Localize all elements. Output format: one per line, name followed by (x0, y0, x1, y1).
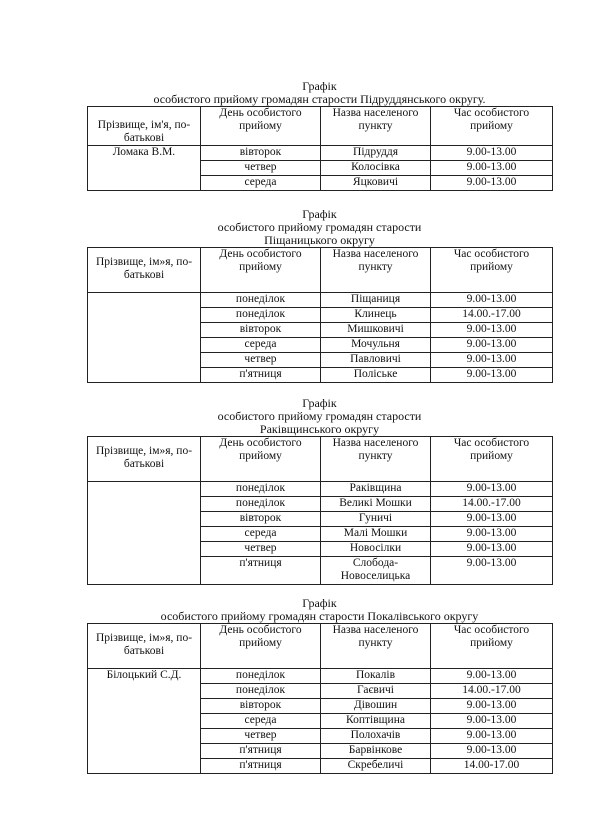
day-cell: понеділок (201, 293, 321, 308)
schedule-table (87, 106, 553, 191)
settlement-cell: Піщаниця (321, 293, 431, 308)
time-cell: 9.00-13.00 (431, 669, 553, 684)
section-district: Піщаницького округу (264, 233, 375, 247)
header-settlement: Назва населеного пункту (321, 107, 431, 146)
day-cell: вівторок (201, 512, 321, 527)
day-cell: вівторок (201, 146, 321, 161)
table-header-row (88, 107, 553, 146)
schedule-table (87, 623, 553, 774)
official-name: Ломака В.М. (88, 146, 201, 191)
official-name (88, 482, 201, 585)
official-name: Білоцький С.Д. (88, 669, 201, 774)
time-cell: 9.00-13.00 (431, 293, 553, 308)
settlement-cell: Дівошин (321, 699, 431, 714)
settlement-cell: Слобода-Новоселицька (321, 557, 431, 585)
time-cell: 9.00-13.00 (431, 176, 553, 191)
header-time: Час особистого прийому (431, 437, 553, 482)
time-cell: 9.00-13.00 (431, 323, 553, 338)
time-cell: 9.00-13.00 (431, 512, 553, 527)
time-cell: 9.00-13.00 (431, 557, 553, 585)
header-settlement: Назва населеного пункту (321, 624, 431, 669)
section-district: Раківщинського округу (259, 422, 380, 436)
day-cell: середа (201, 714, 321, 729)
day-cell: понеділок (201, 497, 321, 512)
section-title: Графік (302, 79, 337, 93)
schedule-section-pishchanytsia (87, 208, 552, 383)
settlement-cell: Новосілки (321, 542, 431, 557)
time-cell: 9.00-13.00 (431, 714, 553, 729)
settlement-cell: Клинець (321, 308, 431, 323)
header-time: Час особистого прийому (431, 107, 553, 146)
time-cell: 14.00.-17.00 (431, 684, 553, 699)
day-cell: п'ятниця (201, 744, 321, 759)
header-settlement: Назва населеного пункту (321, 248, 431, 293)
section-title: Графік (302, 207, 337, 221)
schedule-section-podruddya (87, 80, 552, 191)
day-cell: середа (201, 176, 321, 191)
header-day: День особистого прийому (201, 248, 321, 293)
table-header-row (88, 248, 553, 293)
day-cell: понеділок (201, 308, 321, 323)
settlement-cell: Полохачів (321, 729, 431, 744)
section-subtitle: особистого прийому громадян старости (217, 220, 422, 234)
day-cell: п'ятниця (201, 759, 321, 774)
official-name (88, 293, 201, 383)
table-row (88, 669, 553, 684)
section-subtitle: особистого прийому громадян старости Покалівського округу (160, 609, 479, 623)
settlement-cell: Барвінкове (321, 744, 431, 759)
section-title: Графік (302, 596, 337, 610)
day-cell: середа (201, 338, 321, 353)
settlement-cell: Коптівщина (321, 714, 431, 729)
header-settlement: Назва населеного пункту (321, 437, 431, 482)
table-row (88, 293, 553, 308)
header-name: Прізвище, ім»я, по- батькові (88, 437, 201, 482)
time-cell: 9.00-13.00 (431, 146, 553, 161)
time-cell: 9.00-13.00 (431, 338, 553, 353)
day-cell: середа (201, 527, 321, 542)
settlement-cell: Колосівка (321, 161, 431, 176)
table-row (88, 482, 553, 497)
settlement-cell: Скребеличі (321, 759, 431, 774)
day-cell: понеділок (201, 482, 321, 497)
header-time: Час особистого прийому (431, 248, 553, 293)
table-header-row (88, 437, 553, 482)
day-cell: четвер (201, 729, 321, 744)
time-cell: 14.00.-17.00 (431, 308, 553, 323)
time-cell: 9.00-13.00 (431, 368, 553, 383)
settlement-cell: Покалів (321, 669, 431, 684)
settlement-cell: Мишковичі (321, 323, 431, 338)
settlement-cell: Гуничі (321, 512, 431, 527)
time-cell: 9.00-13.00 (431, 729, 553, 744)
schedule-section-pokaliv (87, 597, 552, 774)
time-cell: 9.00-13.00 (431, 699, 553, 714)
table-row (88, 146, 553, 161)
header-day: День особистого прийому (201, 107, 321, 146)
time-cell: 9.00-13.00 (431, 542, 553, 557)
settlement-cell: Раківщина (321, 482, 431, 497)
time-cell: 9.00-13.00 (431, 744, 553, 759)
header-name: Прізвище, ім»я, по- батькові (88, 248, 201, 293)
section-title: Графік (302, 396, 337, 410)
header-time: Час особистого прийому (431, 624, 553, 669)
time-cell: 9.00-13.00 (431, 527, 553, 542)
settlement-cell: Мочульня (321, 338, 431, 353)
settlement-cell: Малі Мошки (321, 527, 431, 542)
settlement-cell: Яцковичі (321, 176, 431, 191)
settlement-cell: Павловичі (321, 353, 431, 368)
time-cell: 14.00-17.00 (431, 759, 553, 774)
schedule-table (87, 247, 553, 383)
header-day: День особистого прийому (201, 624, 321, 669)
settlement-cell: Гаєвичі (321, 684, 431, 699)
header-name: Прізвище, ім»я, по- батькові (88, 624, 201, 669)
day-cell: вівторок (201, 699, 321, 714)
day-cell: понеділок (201, 669, 321, 684)
time-cell: 9.00-13.00 (431, 353, 553, 368)
day-cell: четвер (201, 161, 321, 176)
schedule-table (87, 436, 553, 585)
day-cell: п'ятниця (201, 557, 321, 585)
time-cell: 9.00-13.00 (431, 482, 553, 497)
day-cell: вівторок (201, 323, 321, 338)
table-header-row (88, 624, 553, 669)
day-cell: п'ятниця (201, 368, 321, 383)
day-cell: четвер (201, 353, 321, 368)
header-day: День особистого прийому (201, 437, 321, 482)
time-cell: 9.00-13.00 (431, 161, 553, 176)
settlement-cell: Великі Мошки (321, 497, 431, 512)
schedule-section-rakivshchyna (87, 397, 552, 585)
settlement-cell: Поліське (321, 368, 431, 383)
day-cell: четвер (201, 542, 321, 557)
header-name: Прізвище, ім'я, по- батькові (88, 107, 201, 146)
time-cell: 14.00.-17.00 (431, 497, 553, 512)
day-cell: понеділок (201, 684, 321, 699)
section-subtitle: особистого прийому громадян старости (217, 409, 422, 423)
section-subtitle: особистого прийому громадян старости Підруддянського округу. (153, 92, 486, 106)
settlement-cell: Підруддя (321, 146, 431, 161)
